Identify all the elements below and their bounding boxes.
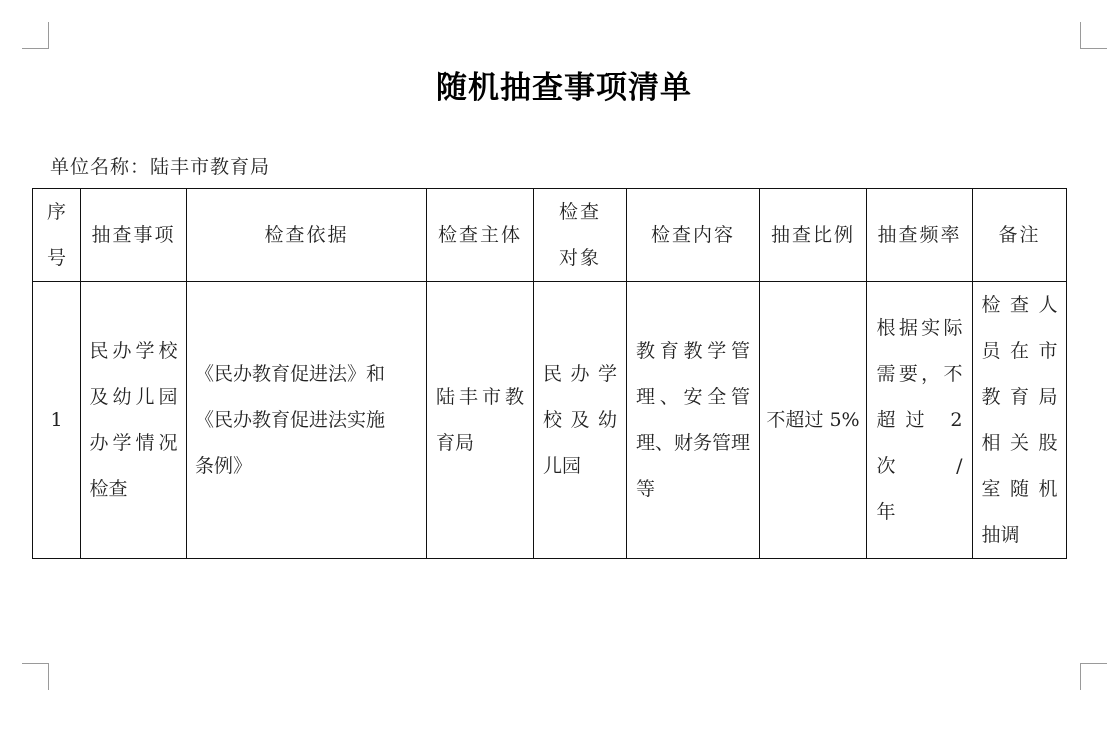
cell-content: 教育教学管 理、安全管 理、财务管理 等 [627,282,760,559]
table-row [33,282,1067,559]
crop-mark-bottom-left [22,663,49,690]
cell-remarks: 检查人 员在市 教育局 相关股 室随机 抽调 [973,282,1067,559]
unit-name-label: 单位名称：陆丰市教育局 [50,156,271,178]
header-ratio: 抽查比例 [760,189,867,282]
header-frequency: 抽查频率 [867,189,973,282]
header-content: 检查内容 [627,189,760,282]
cell-subject: 陆丰市教 育局 [427,282,534,559]
cell-ratio: 不超过 5% [760,282,867,559]
cell-item: 民办学校 及幼儿园 办学情况 检查 [81,282,187,559]
header-basis: 检查依据 [187,189,427,282]
header-object-line2: 对象 [558,247,601,269]
header-seq-line2: 号 [46,247,66,269]
cell-seq: 1 [33,282,81,559]
inspection-table [32,188,1067,559]
document-title: 随机抽查事项清单 [436,70,692,106]
crop-mark-top-right [1080,22,1107,49]
cell-frequency: 根据实际 需要，不 超过 2 次/ 年 [867,282,973,559]
header-object-line1: 检查 [558,201,601,223]
header-object [534,189,627,282]
header-seq-line1: 序 [46,201,66,223]
cell-object: 民办学 校及幼 儿园 [534,282,627,559]
header-subject: 检查主体 [427,189,534,282]
crop-mark-bottom-right [1080,663,1107,690]
table-header-row [33,189,1067,282]
crop-mark-top-left [22,22,49,49]
header-seq [33,189,81,282]
header-remarks: 备注 [973,189,1067,282]
cell-basis: 《民办教育促进法》和 《民办教育促进法实施 条例》 [187,282,427,559]
header-item: 抽查事项 [81,189,187,282]
